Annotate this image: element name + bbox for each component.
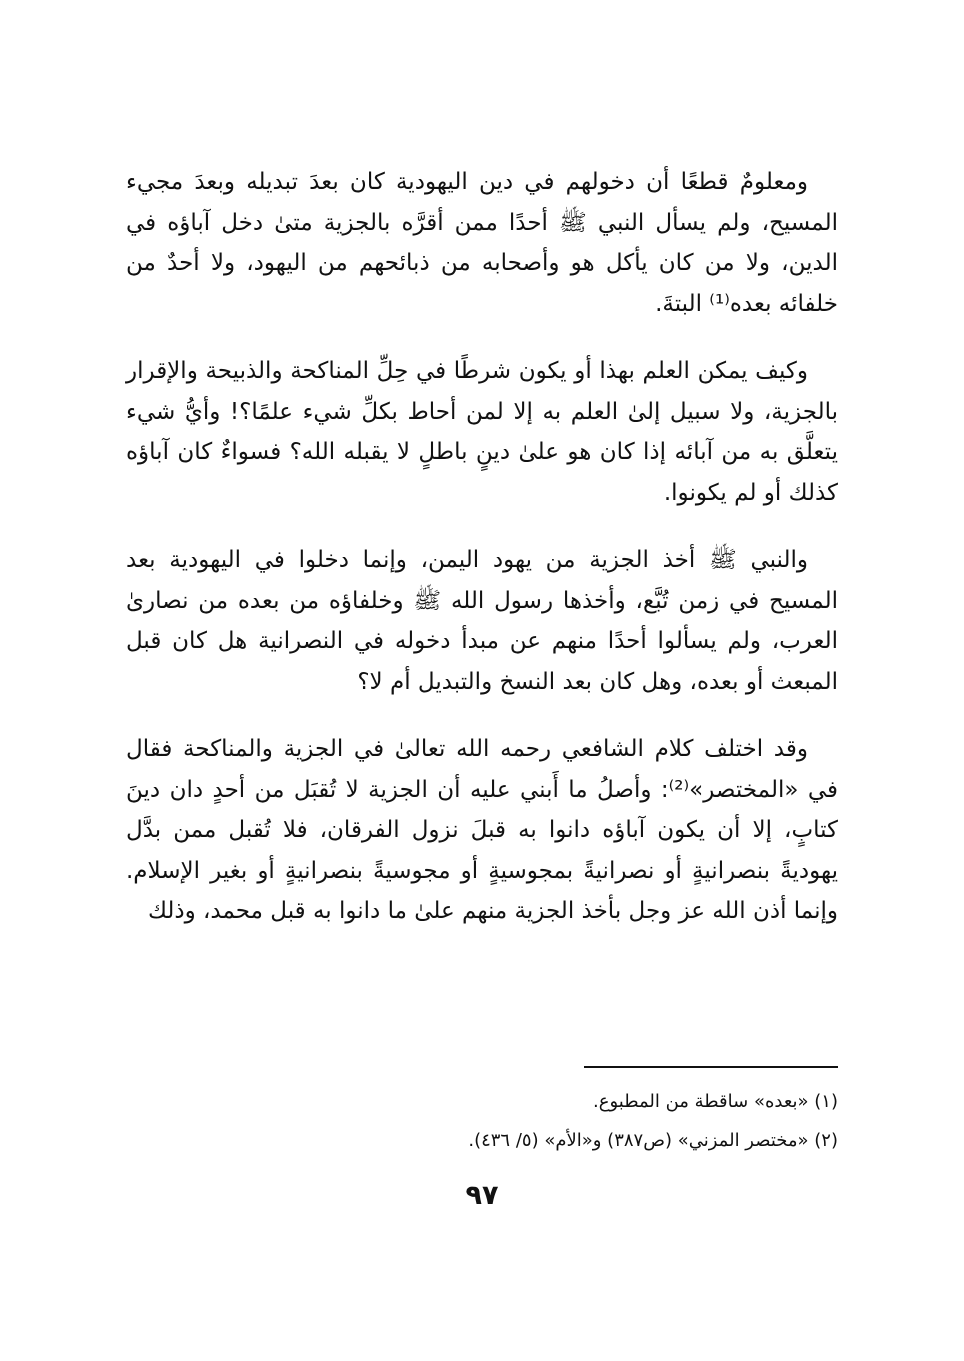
paragraph-2: وكيف يمكن العلم بهذا أو يكون شرطًا في حِلِّ المناكحة والذبيحة والإقرار بالجزية، ولا سبيل إلىٰ العلم به إلا لمن أحاط بكلِّ شيء علمًا؟! وأيُّ شيء يتعلَّق به من آبائه إذا كان هو علىٰ دينٍ باطلٍ لا يقبله الله؟ فسواءٌ كان آباؤه كذلك أو لم يكونوا. [126,358,838,506]
paragraph-4: وقد اختلف كلام الشافعي رحمه الله تعالىٰ في الجزية والمناكحة فقال في «المختصر»⁽²⁾: وأصلُ ما أَبني عليه أن الجزية لا تُقبَل من أحدٍ دان دينَ كتابٍ، إلا أن يكون آباؤه دانوا به قبلَ نزول الفرقان، فلا تُقبل ممن بدَّل يهوديةً بنصرانيةٍ أو نصرانيةً بمجوسيةٍ أو مجوسيةً بنصرانيةٍ أو بغير الإسلام. وإنما أذن الله عز وجل بأخذ الجزية منهم علىٰ ما دانوا به قبل محمد، وذلك [126,736,839,924]
footnote-2: (٢) «مختصر المزني» (ص٣٨٧) و«الأم» (٥/ ٤٣٦). [468,1130,838,1151]
page-number: ٩٧ [465,1180,499,1211]
footnote-divider [584,1066,838,1068]
paragraph-3: والنبي ﷺ أخذ الجزية من يهود اليمن، وإنما دخلوا في اليهودية بعد المسيح في زمن تُبَّع، وأخذها رسول الله ﷺ وخلفاؤه من بعده من نصارىٰ العرب، ولم يسألوا أحدًا منهم عن مبدأ دخوله في النصرانية هل كان قبل المبعث أو بعده، وهل كان بعد النسخ والتبديل أم لا؟ [126,547,838,695]
main-text [126,162,838,959]
paragraph-1: ومعلومٌ قطعًا أن دخولهم في دين اليهودية كان بعدَ تبديله وبعدَ مجيء المسيح، ولم يسأل النبي ﷺ أحدًا ممن أقرَّه بالجزية متىٰ دخل آباؤه في الدين، ولا من كان يأكل هو وأصحابه من ذبائحهم من اليهود، ولا أحدٌ من خلفائه بعده⁽¹⁾ البتةَ. [126,169,838,317]
footnotes [300,1082,838,1160]
footnote-1: (١) «بعده» ساقطة من المطبوع. [593,1091,838,1112]
